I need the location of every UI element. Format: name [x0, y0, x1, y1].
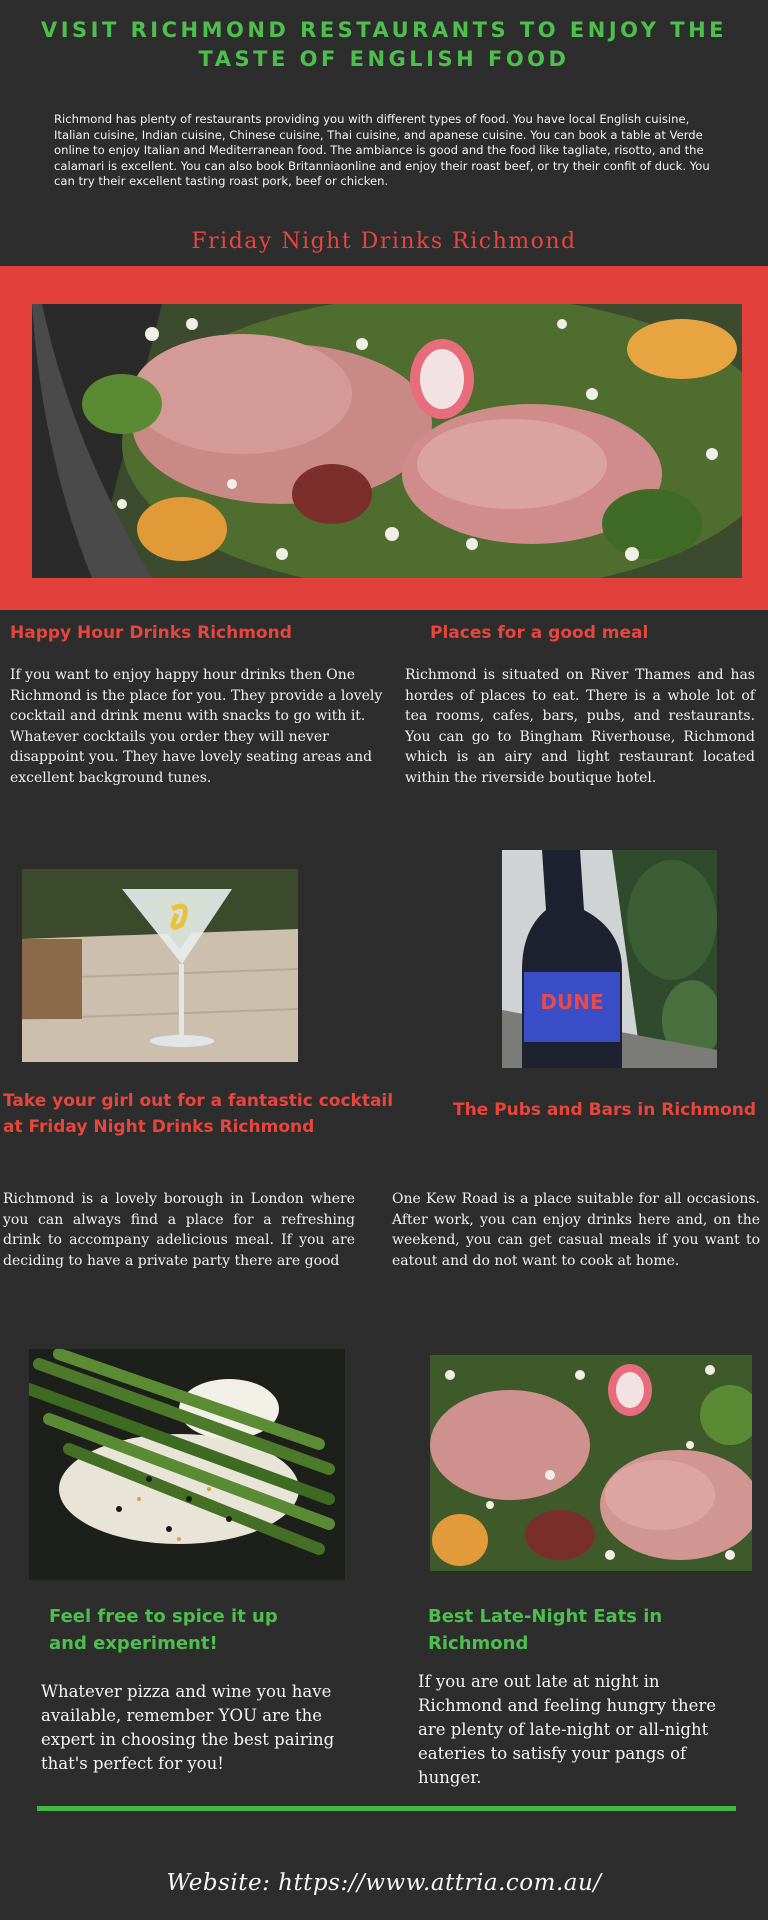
pubs-text: One Kew Road is a place suitable for all occasions. After work, you can enjoy drinks here and, on the weekend, you can get casual meals if you want to eatout and do not want to cook at home.: [392, 1191, 760, 1269]
spice-heading: Feel free to spice it up and experiment!: [49, 1606, 278, 1654]
footer-divider: [37, 1806, 736, 1811]
website-link[interactable]: Website: https://www.attria.com.au/: [166, 1870, 602, 1896]
wine-label-text: DUNE: [540, 990, 604, 1014]
banner-heading: Friday Night Drinks Richmond: [191, 229, 577, 254]
good-meal-text: Richmond is situated on River Thames and has hordes of places to eat. There is a whole lot of tea rooms, cafes, bars, pubs, and restaurants. You can go to Bingham Riverhouse, Richmond which is an airy and light restaurant located within the riverside boutique hotel.: [405, 667, 755, 786]
salad-image: [430, 1355, 752, 1571]
happy-hour-heading: Happy Hour Drinks Richmond: [10, 623, 292, 643]
page-title: VISIT RICHMOND RESTAURANTS TO ENJOY THE TASTE OF ENGLISH FOOD: [40, 18, 728, 71]
happy-hour-text: If you want to enjoy happy hour drinks then One Richmond is the place for you. They provide a lovely cocktail and drink menu with snacks to go with it. Whatever cocktails you order they will never disappoint you. They have lovely seating areas and excellent background tunes.: [10, 667, 383, 786]
cocktail-image: [22, 869, 298, 1062]
cocktail-heading: Take your girl out for a fantastic cocktail at Friday Night Drinks Richmond: [3, 1091, 394, 1137]
spice-text: Whatever pizza and wine you have available, remember YOU are the expert in choosing the best pairing that's perfect for you!: [41, 1682, 335, 1773]
good-meal-heading: Places for a good meal: [430, 623, 649, 643]
pubs-heading: The Pubs and Bars in Richmond: [453, 1100, 757, 1120]
asparagus-image: [29, 1349, 345, 1580]
wine-bottle-image: [502, 850, 717, 1068]
intro-paragraph: Richmond has plenty of restaurants providing you with different types of food. You have local English cuisine, Italian cuisine, Indian cuisine, Chinese cuisine, Thai cuisine, and apanese cuisine. You can book a table at Verde online to enjoy Italian and Mediterranean food. The ambiance is good and the food like tagliate, risotto, and the calamari is excellent. You can also book Britanniaonline and enjoy their roast beef, or try their confit of duck. You can try their excellent tasting roast pork, beef or chicken.: [54, 112, 710, 189]
late-night-text: If you are out late at night in Richmond and feeling hungry there are plenty of late-night or all-night eateries to satisfy your pangs of hunger.: [418, 1672, 717, 1787]
hero-food-image: [32, 304, 742, 578]
late-night-heading: Best Late-Night Eats in Richmond: [428, 1606, 663, 1654]
cocktail-text: Richmond is a lovely borough in London where you can always find a place for a refreshing drink to accompany adelicious meal. If you are deciding to have a private party there are good: [3, 1191, 355, 1269]
